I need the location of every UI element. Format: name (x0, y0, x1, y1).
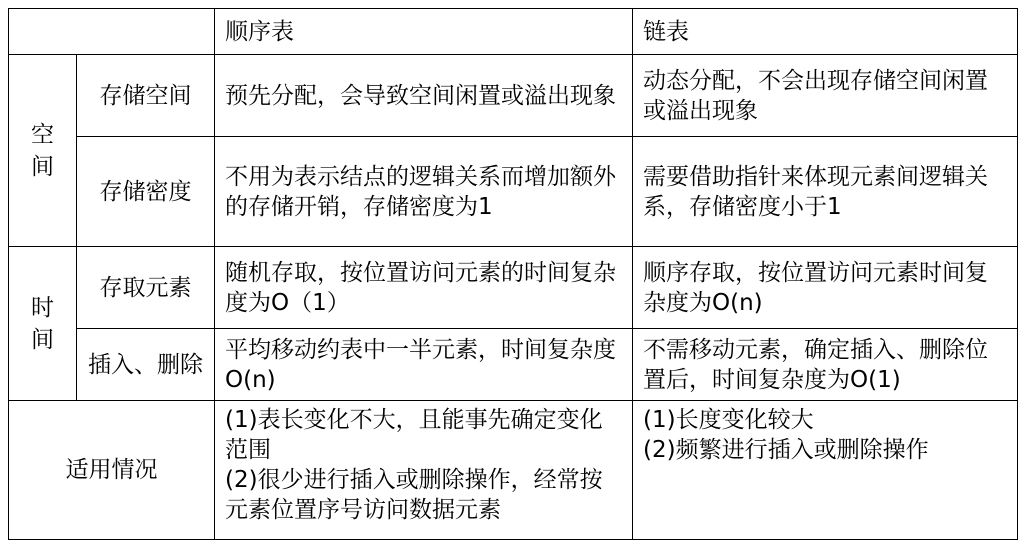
link-access: 顺序存取，按位置访问元素时间复杂度为O(n) (633, 247, 1018, 329)
label-usage: 适用情况 (9, 401, 215, 540)
link-insert-delete: 不需移动元素，确定插入、删除位置后，时间复杂度为O(1) (633, 329, 1018, 401)
seq-insert-delete: 平均移动约表中一半元素，时间复杂度O(n) (215, 329, 633, 401)
label-storage-space: 存储空间 (77, 55, 215, 137)
seq-storage-density: 不用为表示结点的逻辑关系而增加额外的存储开销，存储密度为1 (215, 137, 633, 247)
row-storage-density (9, 137, 1018, 247)
header-seq-list: 顺序表 (215, 9, 633, 55)
seq-usage-line-1: (1)表长变化不大，且能事先确定变化范围 (225, 407, 603, 463)
row-usage (9, 401, 1018, 540)
link-storage-space: 动态分配，不会出现存储空间闲置或溢出现象 (633, 55, 1018, 137)
link-usage-line-2: (2)频繁进行插入或删除操作 (643, 437, 929, 463)
header-linked-list: 链表 (633, 9, 1018, 55)
seq-usage-line-2: (2)很少进行插入或删除操作，经常按元素位置序号访问数据元素 (225, 467, 603, 523)
row-insert-delete (9, 329, 1018, 401)
seq-access: 随机存取，按位置访问元素的时间复杂度为O（1） (215, 247, 633, 329)
group-label-space (9, 55, 77, 247)
row-storage-space (9, 55, 1018, 137)
link-usage-line-1: (1)长度变化较大 (643, 407, 814, 433)
header-corner-cell (9, 9, 215, 55)
group-label-time-char-2: 间 (31, 326, 54, 353)
group-label-time (9, 247, 77, 401)
row-access (9, 247, 1018, 329)
label-access: 存取元素 (77, 247, 215, 329)
header-row (9, 9, 1018, 55)
group-label-time-char-1: 时 (31, 294, 54, 321)
comparison-table (8, 8, 1018, 540)
link-usage (633, 401, 1018, 540)
group-label-space-char-2: 间 (31, 153, 54, 180)
label-insert-delete: 插入、删除 (77, 329, 215, 401)
seq-storage-space: 预先分配，会导致空间闲置或溢出现象 (215, 55, 633, 137)
seq-usage (215, 401, 633, 540)
group-label-space-char-1: 空 (31, 121, 54, 148)
label-storage-density: 存储密度 (77, 137, 215, 247)
link-storage-density: 需要借助指针来体现元素间逻辑关系，存储密度小于1 (633, 137, 1018, 247)
